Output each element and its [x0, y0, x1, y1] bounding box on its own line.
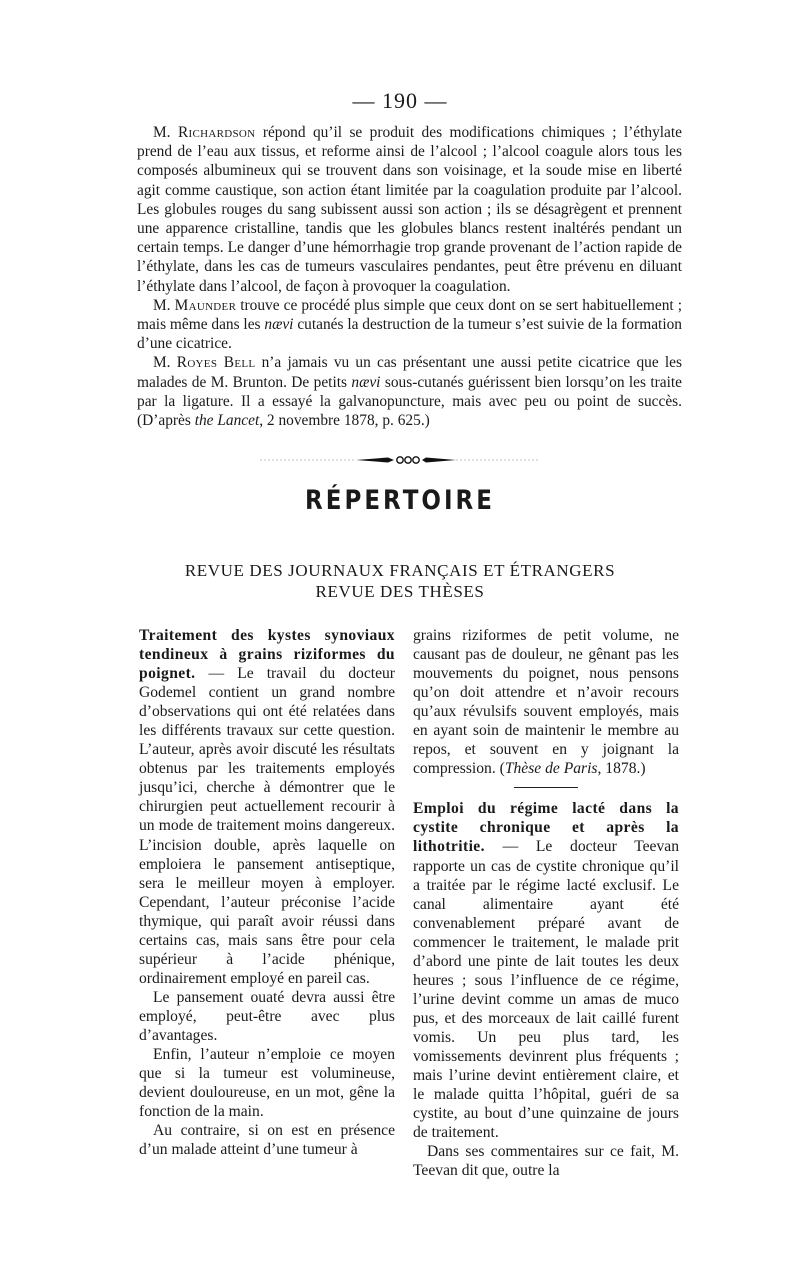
ornament-divider [260, 454, 540, 466]
article-title: Emploi du régime lacté dans la cystite chronique et après la lithotritie. [413, 800, 679, 856]
section-title: RÉPERTOIRE [305, 486, 495, 516]
article-paragraph: Le pansement ouaté devra aussi être employé, peut-être avec plus d’avantages. [139, 988, 395, 1044]
intro-paragraph: M. Maunder trouve ce procédé plus simple que ceux dont on se sert habituellement ; mais même dans les nævi cutanés la destruction de la tumeur s’est suivie de la formation d’une cicatrice. [137, 296, 683, 353]
intro-paragraph: M. Royes Bell n’a jamais vu un cas présentant une aussi petite cicatrice que les malades de M. Brunton. De petits nævi sous-cutanés guérissent bien lorsqu’on les traite par la ligature. Il a essayé la galvanopuncture, mais avec peu ou point de succès. (D’après the Lancet, 2 novembre 1878, p. 625.) [137, 354, 683, 430]
article-paragraph-continued: grains riziformes de petit volume, ne causant pas de douleur, ne gênant pas les mouvements du poignet, nous pensons qu’on doit attendre et n’avoir recours qu’aux révulsifs souvent employés, mais en ayant soin de maintenir le membre au repos, et souvent en y joignant la compression. (Thèse de Paris, 1878.) [413, 627, 679, 778]
intro-text [137, 123, 682, 430]
author-name: Maunder [174, 296, 237, 314]
source-citation: Thèse de Paris [504, 760, 598, 778]
review-heading [0, 561, 800, 602]
review-heading-line: REVUE DES THÈSES [315, 581, 485, 601]
author-name: Richardson [177, 124, 256, 141]
article-separator [514, 787, 578, 788]
author-name: Royes Bell [176, 354, 256, 372]
article-paragraph: Emploi du régime lacté dans la cystite chronique et après la lithotritie. — Le docteur Teevan rapporte un cas de cystite chronique qu’il a traitée par le régime lacté exclusif. Le canal alimentaire ayant été convenablement préparé avant de commencer le traitement, le malade prit d’abord une pinte de lait toutes les deux heures ; sous l’influence de ce régime, l’urine devint comme un amas de muco pus, et des morceaux de lait caillé furent vomis. Un peu plus tard, les vomissements devinrent plus fréquents ; mais l’urine devint entièrement claire, et le malade quitta l’hôpital, guéri de sa cystite, au bout d’une quinzaine de jours de traitement. [413, 800, 679, 1142]
article-text: grains riziformes de petit volume, ne causant pas de douleur, ne gênant pas les mouvements du poignet, nous pensons qu’on doit attendre et n’avoir recours qu’aux révulsifs souvent employés, mais en ayant soin de maintenir le membre au repos, et souvent en y joignant la compression. ( [413, 627, 679, 778]
article-paragraph: Dans ses commentaires sur ce fait, M. Teevan dit que, outre la [413, 1143, 679, 1180]
intro-paragraph: M. Richardson répond qu’il se produit des modifications chimiques ; l’éthylate prend de l’eau aux tissus, et reforme ainsi de l’alcool ; l’alcool coagule alors tous les composés albumineux qui se trouvent dans son voisinage, et la soude mise en liberté agit comme caustique, son action étant limitée par la coagulation produite par l’alcool. Les globules rouges du sang subissent aussi son action ; ils se désagrègent et prennent une apparence cristalline, tandis que les globules blancs restent inaltérés pendant un certain temps. Le danger d’une hémorrhagie trop grande provenant de l’action rapide de l’éthylate, dans les cas de tumeurs vasculaires pendantes, peut être prévenu en diluant l’éthylate dans l’alcool, de façon à provoquer la coagulation. [137, 124, 682, 295]
page-number: — 190 — [352, 88, 448, 113]
review-heading-line: REVUE DES JOURNAUX FRANÇAIS ET ÉTRANGERS [184, 561, 616, 580]
article-paragraph: Traitement des kystes synoviaux tendineux à grains riziformes du poignet. — Le travail du docteur Godemel contient un grand nombre d’observations qui ont été relatées dans les différents travaux sur cette question. L’auteur, après avoir discuté les résultats obtenus par les traitements employés jusqu’ici, cherche à démontrer que le chirurgien peut actuellement recourir à un mode de traitement moins dangereux. L’incision double, après laquelle on emploiera le pansement antiseptique, sera le meilleur moyen à employer. Cependant, l’auteur préconise l’acide thymique, qui paraît avoir réussi dans certains cas, mais sans être pour cela supérieur à l’acide phénique, ordinairement employé en pareil cas. [139, 627, 395, 987]
article-title: Traitement des kystes synoviaux tendineux à grains riziformes du poignet. [139, 627, 395, 683]
source-citation: the Lancet [194, 412, 260, 430]
article-paragraph: Au contraire, si on est en présence d’un malade atteint d’une tumeur à [139, 1122, 395, 1159]
article-paragraph: Enfin, l’auteur n’emploie ce moyen que si la tumeur est volumineuse, devient douloureuse, en un mot, gêne la fonction de la main. [139, 1046, 395, 1121]
column-left [139, 626, 395, 1159]
column-right [413, 626, 679, 1180]
